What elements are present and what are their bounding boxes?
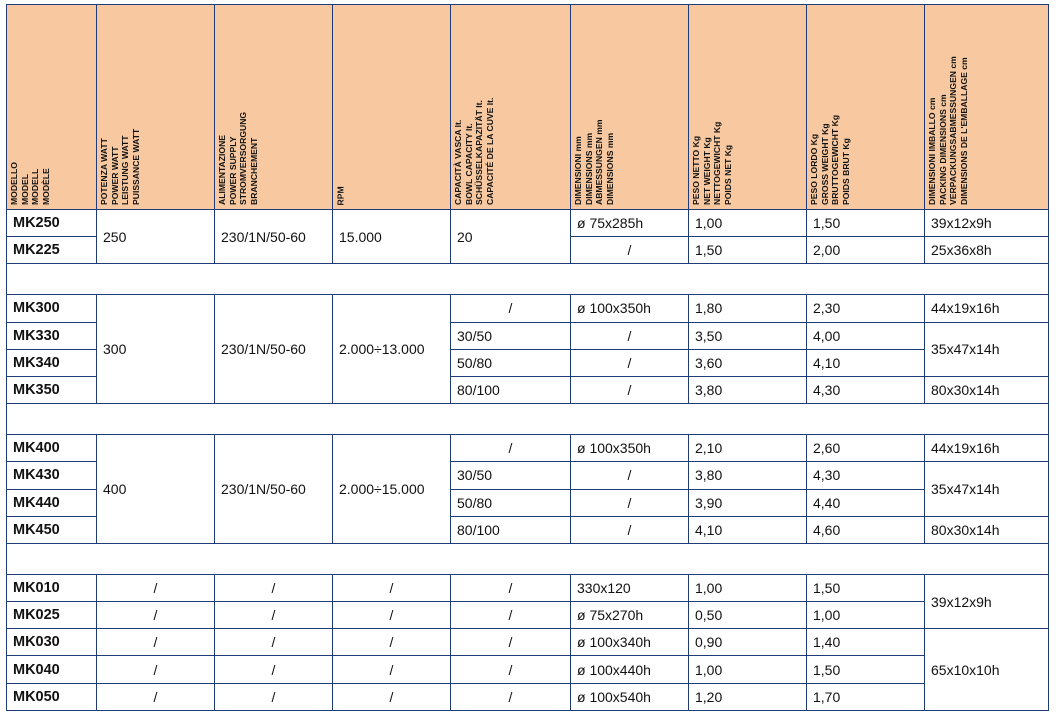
rpm-cell: / — [333, 656, 451, 683]
model-cell: MK250 — [7, 210, 97, 237]
power-cell: / — [97, 656, 215, 683]
packing-cell: 44x19x16h — [925, 295, 1049, 322]
header-net-weight — [689, 5, 807, 210]
header-label-line: DIMENSIONS mm — [604, 132, 615, 205]
gross-weight-cell: 2,30 — [807, 295, 925, 322]
packing-cell: 39x12x9h — [925, 210, 1049, 237]
header-label-line: NETTOGEWICHT Kg — [712, 121, 722, 205]
model-cell: MK330 — [7, 322, 97, 349]
model-cell: MK350 — [7, 376, 97, 403]
dimensions-cell: / — [571, 516, 689, 543]
model-cell: MK010 — [7, 574, 97, 601]
header-label-line: MODELLO — [9, 162, 19, 205]
gross-weight-cell: 2,00 — [807, 237, 925, 264]
bowl-cell: 30/50 — [451, 322, 571, 349]
table-row — [7, 683, 1049, 710]
gross-weight-cell: 4,40 — [807, 489, 925, 516]
table-row — [7, 574, 1049, 601]
gross-weight-cell: 4,30 — [807, 462, 925, 489]
gross-weight-cell: 4,00 — [807, 322, 925, 349]
header-label-line: MODEL — [19, 173, 30, 205]
bowl-cell: / — [451, 435, 571, 462]
header-label-line: DIMENSIONS mm — [583, 132, 594, 205]
dimensions-cell: / — [571, 489, 689, 516]
model-cell: MK050 — [7, 683, 97, 710]
rpm-cell: 2.000÷15.000 — [333, 435, 451, 544]
header-label-line: DIMENSIONI mm — [573, 136, 583, 205]
supply-cell: / — [215, 629, 333, 656]
dimensions-cell: ø 100x350h — [571, 295, 689, 322]
packing-cell: 25x36x8h — [925, 237, 1049, 264]
rpm-cell: / — [333, 602, 451, 629]
dimensions-cell: 330x120 — [571, 574, 689, 601]
header-label-line: CAPACITÉ DE LA CUVE lt. — [484, 97, 495, 205]
power-cell: / — [97, 574, 215, 601]
net-weight-cell: 3,80 — [689, 376, 807, 403]
bowl-cell: / — [451, 602, 571, 629]
model-cell: MK040 — [7, 656, 97, 683]
power-cell: / — [97, 683, 215, 710]
bowl-cell: 80/100 — [451, 376, 571, 403]
rpm-cell: / — [333, 683, 451, 710]
header-label-line: MODÈLE — [40, 168, 51, 205]
header-row — [7, 5, 1049, 210]
table-row — [7, 295, 1049, 322]
specs-table-wrapper — [6, 4, 1049, 711]
net-weight-cell: 3,90 — [689, 489, 807, 516]
packing-cell: 35x47x14h — [925, 462, 1049, 516]
header-label-line: BRANCHEMENT — [248, 137, 259, 205]
header-label-line: POIDS NET Kg — [722, 144, 733, 205]
header-label-line: PUISSANCE WATT — [130, 128, 141, 205]
header-rpm — [333, 5, 451, 210]
dimensions-cell: ø 100x340h — [571, 629, 689, 656]
dimensions-cell: ø 100x440h — [571, 656, 689, 683]
header-packing — [925, 5, 1049, 210]
model-cell: MK450 — [7, 516, 97, 543]
gross-weight-cell: 2,60 — [807, 435, 925, 462]
table-row — [7, 629, 1049, 656]
header-label-line: RPM — [335, 185, 346, 205]
header-label-line: BOWL CAPACITY lt. — [463, 123, 474, 205]
supply-cell: / — [215, 574, 333, 601]
model-cell: MK430 — [7, 462, 97, 489]
header-label-line: ABMESSUNGEN mm — [594, 119, 604, 205]
bowl-cell: / — [451, 295, 571, 322]
gross-weight-cell: 1,40 — [807, 629, 925, 656]
net-weight-cell: 0,90 — [689, 629, 807, 656]
gross-weight-cell: 4,30 — [807, 376, 925, 403]
gross-weight-cell: 4,60 — [807, 516, 925, 543]
net-weight-cell: 4,10 — [689, 516, 807, 543]
gross-weight-cell: 1,70 — [807, 683, 925, 710]
bowl-cell: 20 — [451, 210, 571, 264]
rpm-cell: / — [333, 629, 451, 656]
bowl-cell: 50/80 — [451, 349, 571, 376]
header-bowl — [451, 5, 571, 210]
header-dimensions — [571, 5, 689, 210]
header-label-line: BRUTTOGEWICHT Kg — [830, 114, 840, 205]
header-power — [97, 5, 215, 210]
specs-table — [6, 4, 1049, 711]
dimensions-cell: ø 75x270h — [571, 602, 689, 629]
gross-weight-cell: 1,50 — [807, 210, 925, 237]
net-weight-cell: 1,00 — [689, 574, 807, 601]
table-row — [7, 602, 1049, 629]
gross-weight-cell: 4,10 — [807, 349, 925, 376]
header-label-line: POIDS BRUT Kg — [840, 138, 851, 205]
header-label-line: LEISTUNG WATT — [120, 135, 130, 205]
header-label-line: PACKING DIMENSIONS cm — [937, 94, 948, 205]
bowl-cell: / — [451, 683, 571, 710]
packing-cell: 80x30x14h — [925, 376, 1049, 403]
table-row — [7, 656, 1049, 683]
header-label-line: SCHÜSSELKAPAZITÄT lt. — [474, 100, 484, 205]
gross-weight-cell: 1,50 — [807, 574, 925, 601]
supply-cell: / — [215, 656, 333, 683]
bowl-cell: 50/80 — [451, 489, 571, 516]
rpm-cell: 2.000÷13.000 — [333, 295, 451, 404]
header-label-line: PESO NETTO Kg — [691, 135, 701, 205]
net-weight-cell: 0,50 — [689, 602, 807, 629]
bowl-cell: / — [451, 629, 571, 656]
header-label-line: VERPACKUNGSABMESSUNGEN cm — [948, 56, 958, 205]
header-label-line: GROSS WEIGHT Kg — [819, 123, 830, 205]
dimensions-cell: / — [571, 237, 689, 264]
header-model — [7, 5, 97, 210]
supply-cell: 230/1N/50-60 — [215, 295, 333, 404]
rpm-cell: / — [333, 574, 451, 601]
power-cell: / — [97, 629, 215, 656]
dimensions-cell: / — [571, 462, 689, 489]
bowl-cell: / — [451, 656, 571, 683]
table-row — [7, 435, 1049, 462]
header-label-line: DIMENSIONS DE L'EMBALLAGE cm — [958, 57, 969, 205]
bowl-cell: 30/50 — [451, 462, 571, 489]
table-row — [7, 210, 1049, 237]
separator-row — [7, 543, 1049, 574]
dimensions-cell: / — [571, 376, 689, 403]
header-label-line: NET WEIGHT Kg — [701, 137, 712, 205]
supply-cell: / — [215, 602, 333, 629]
bowl-cell: / — [451, 574, 571, 601]
model-cell: MK300 — [7, 295, 97, 322]
header-gross-weight — [807, 5, 925, 210]
bowl-cell: 80/100 — [451, 516, 571, 543]
separator-row — [7, 264, 1049, 295]
model-cell: MK400 — [7, 435, 97, 462]
model-cell: MK340 — [7, 349, 97, 376]
packing-cell: 35x47x14h — [925, 322, 1049, 376]
packing-cell: 39x12x9h — [925, 574, 1049, 628]
net-weight-cell: 3,60 — [689, 349, 807, 376]
header-label-line: PESO LORDO Kg — [809, 133, 819, 205]
separator-cell — [7, 543, 1049, 574]
net-weight-cell: 1,00 — [689, 210, 807, 237]
header-label-line: POTENZA WATT — [99, 138, 109, 205]
header-label-line: STROMVERSORGUNG — [238, 111, 248, 205]
net-weight-cell: 1,00 — [689, 656, 807, 683]
net-weight-cell: 3,50 — [689, 322, 807, 349]
net-weight-cell: 1,20 — [689, 683, 807, 710]
header-label-line: ALIMENTAZIONE — [217, 134, 227, 205]
gross-weight-cell: 1,50 — [807, 656, 925, 683]
separator-cell — [7, 264, 1049, 295]
dimensions-cell: / — [571, 322, 689, 349]
power-cell: 300 — [97, 295, 215, 404]
separator-row — [7, 404, 1049, 435]
net-weight-cell: 3,80 — [689, 462, 807, 489]
header-label-line: POWER WATT — [109, 146, 120, 205]
model-cell: MK030 — [7, 629, 97, 656]
header-label-line: POWER SUPPLY — [227, 136, 238, 205]
packing-cell: 44x19x16h — [925, 435, 1049, 462]
gross-weight-cell: 1,00 — [807, 602, 925, 629]
net-weight-cell: 1,50 — [689, 237, 807, 264]
supply-cell: 230/1N/50-60 — [215, 210, 333, 264]
power-cell: / — [97, 602, 215, 629]
model-cell: MK225 — [7, 237, 97, 264]
net-weight-cell: 2,10 — [689, 435, 807, 462]
supply-cell: / — [215, 683, 333, 710]
header-label-line: CAPACITÀ VASCA lt. — [453, 119, 463, 205]
header-label-line: DIMENSIONI IMBALLO cm — [927, 97, 937, 205]
model-cell: MK440 — [7, 489, 97, 516]
power-cell: 250 — [97, 210, 215, 264]
rpm-cell: 15.000 — [333, 210, 451, 264]
net-weight-cell: 1,80 — [689, 295, 807, 322]
dimensions-cell: ø 75x285h — [571, 210, 689, 237]
separator-cell — [7, 404, 1049, 435]
power-cell: 400 — [97, 435, 215, 544]
packing-cell: 65x10x10h — [925, 629, 1049, 711]
header-label-line: MODELL — [30, 168, 40, 205]
dimensions-cell: / — [571, 349, 689, 376]
packing-cell: 80x30x14h — [925, 516, 1049, 543]
header-supply — [215, 5, 333, 210]
dimensions-cell: ø 100x540h — [571, 683, 689, 710]
supply-cell: 230/1N/50-60 — [215, 435, 333, 544]
model-cell: MK025 — [7, 602, 97, 629]
dimensions-cell: ø 100x350h — [571, 435, 689, 462]
